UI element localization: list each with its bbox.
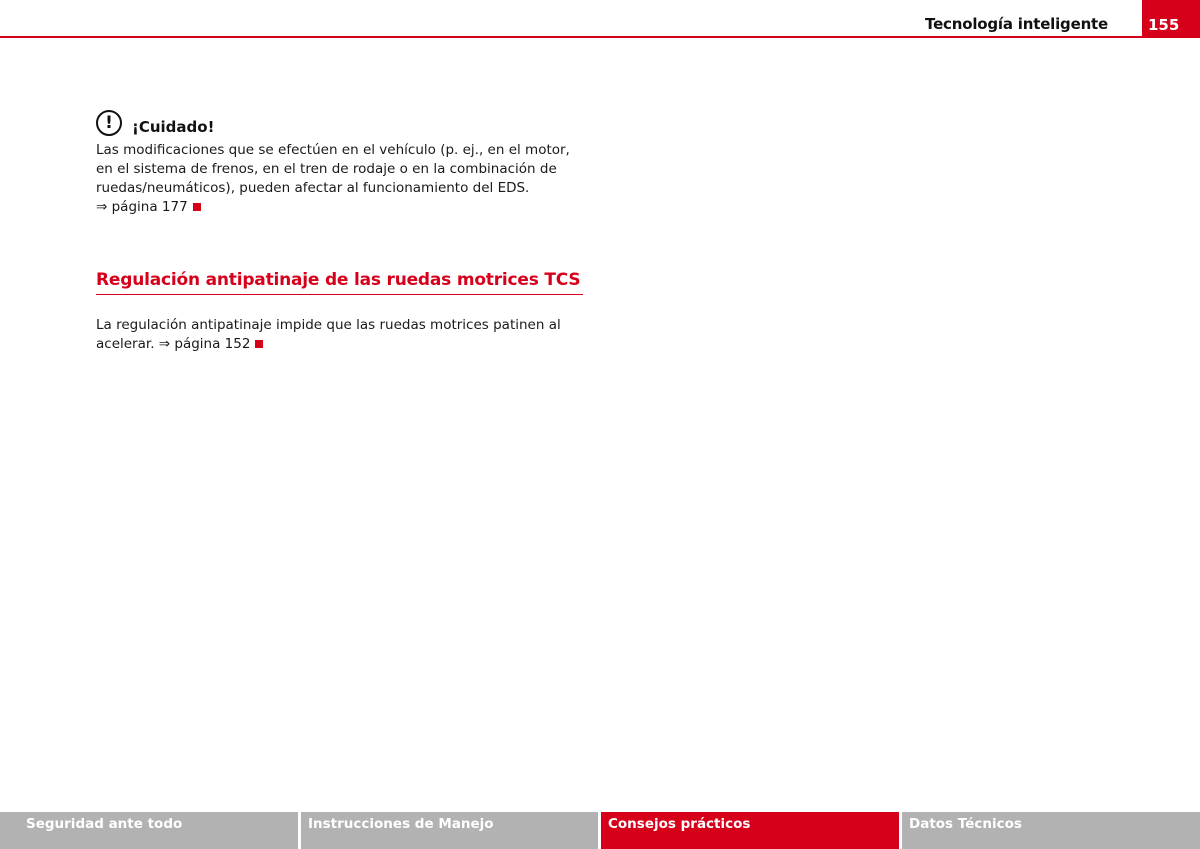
exclamation-circle-icon: ! [96, 110, 122, 136]
tab-consejos[interactable] [601, 812, 899, 849]
tab-label[interactable]: Datos Técnicos [909, 816, 1022, 832]
section-page-reference[interactable]: ⇒ página 152 [158, 336, 251, 352]
section-text [96, 316, 576, 354]
footer-nav [0, 812, 1200, 849]
tab-label[interactable]: Seguridad ante todo [26, 816, 183, 832]
section-body: La regulación antipatinaje impide que las ruedas motrices patinen al acelerar. [96, 317, 561, 352]
end-of-section-marker [193, 203, 201, 211]
section-title: Regulación antipatinaje de las ruedas motrices TCS [96, 269, 583, 295]
warning-text [96, 141, 586, 217]
warning-page-reference[interactable] [96, 198, 586, 217]
header-rule [0, 36, 1200, 38]
tab-instrucciones[interactable] [301, 812, 598, 849]
warning-heading [96, 106, 586, 136]
warning-block [96, 106, 586, 217]
warning-title: ¡Cuidado! [132, 118, 215, 136]
tcs-section [96, 269, 583, 354]
end-of-section-marker [255, 340, 263, 348]
warning-reference-text[interactable]: ⇒ página 177 [96, 199, 188, 215]
page-number: 155 [1142, 0, 1200, 38]
tab-seguridad[interactable] [0, 812, 298, 849]
warning-body: Las modificaciones que se efectúen en el vehículo (p. ej., en el motor, en el sistema de frenos, en el tren de rodaje o en la combinación de ruedas/neumáticos), pueden afectar al funcionamiento del EDS. [96, 142, 570, 196]
tab-label[interactable]: Consejos prácticos [608, 816, 751, 832]
tab-datos[interactable] [902, 812, 1200, 849]
tab-label[interactable]: Instrucciones de Manejo [308, 816, 494, 832]
chapter-title: Tecnología inteligente [925, 15, 1108, 33]
